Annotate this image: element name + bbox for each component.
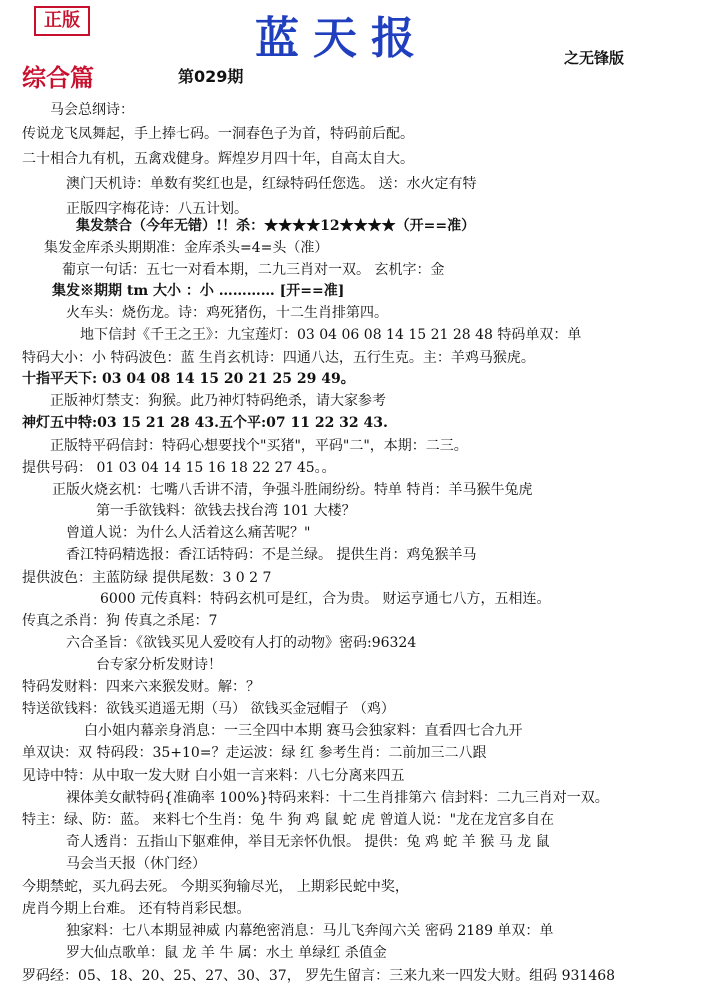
- text-line: 传说龙飞凤舞起，手上捧七码。一洞春色子为首，特码前后配。: [22, 126, 414, 142]
- text-line: 白小姐内幕亲身消息：一三全四中本期 赛马会独家料：直看四七合九开: [84, 723, 523, 739]
- text-line: 地下信封《千王之王》：九宝莲灯：03 04 06 08 14 15 21 28 48 特码单双：单: [80, 327, 582, 343]
- text-line: 集发禁合（今年无错）!！杀：★★★★12★★★★（开==准）: [76, 218, 476, 234]
- section-title: 综合篇: [22, 64, 94, 92]
- text-line: 今期禁蛇，买九码去死。 今期买狗输尽光， 上期彩民蛇中奖，: [22, 879, 409, 895]
- text-line: 6000 元传真料：特码玄机可是红，合为贵。 财运亨通七八方，五相连。: [100, 591, 551, 607]
- text-line: 奇人透肖：五指山下躯难伸，举目无亲怀仇恨。 提供：兔 鸡 蛇 羊 猴 马 龙 鼠: [66, 834, 550, 850]
- text-line: 裸体美女献特码{准确率 100%}特码来料：十二生肖排第六 信封料：二九三肖对一双。: [66, 790, 609, 806]
- text-line: 二十相合九有机，五禽戏健身。辉煌岁月四十年，自高太自大。: [22, 151, 414, 167]
- genuine-badge: 正版: [34, 6, 90, 36]
- text-line: 正版四字梅花诗：八五计划。: [66, 201, 248, 217]
- text-line: 独家料：七八本期显神威 内幕绝密消息：马儿飞奔闯六关 密码 2189 单双：单: [66, 923, 554, 939]
- text-line: 虎肖今期上台难。 还有特肖彩民想。: [22, 901, 251, 917]
- text-line: 罗大仙点歌单：鼠 龙 羊 牛 属：水土 单绿红 杀值金: [66, 945, 387, 961]
- text-line: 台专家分析发财诗！: [96, 657, 222, 673]
- text-line: 葡京一句话：五七一对看本期，二九三肖对一双。 玄机字：金: [62, 262, 445, 278]
- text-line: 马会总纲诗：: [50, 102, 134, 118]
- text-line: 正版火烧玄机：七嘴八舌讲不清，争强斗胜闹纷纷。特单 特肖：羊马猴牛兔虎: [52, 482, 533, 498]
- text-line: 第一手欲钱料：欲钱去找台湾 101 大楼？: [96, 503, 356, 519]
- text-line: 神灯五中特:03 15 21 28 43.五个平:07 11 22 32 43.: [22, 415, 388, 431]
- text-line: 特码大小：小 特码波色：蓝 生肖玄机诗：四通八达，五行生克。主：羊鸡马猴虎。: [22, 350, 535, 366]
- text-line: 提供号码： 01 03 04 14 15 16 18 22 27 45。。: [22, 460, 336, 476]
- text-line: 特码发财料：四来六来猴发财。解：？: [22, 679, 260, 695]
- text-line: 单双诀：双 特码段：35+10=？走运波：绿 红 参考生肖：二前加三二八跟: [22, 745, 487, 761]
- text-line: 火车头：烧伤龙。诗：鸡死猪伤，十二生肖排第四。: [66, 305, 388, 321]
- text-line: 罗码经：05、18、20、25、27、30、37， 罗先生留言：三来九来一四发大财。组码 931468: [22, 968, 616, 984]
- text-line: 澳门天机诗：单数有奖红也是，红绿特码任您选。 送：水火定有特: [66, 176, 477, 192]
- text-line: 正版特平码信封：特码心想要找个"买猪"，平码"二"，本期：二三。: [50, 438, 468, 454]
- text-line: 集发※期期 tm 大小 ：小 ………… [开==准]: [52, 283, 345, 299]
- text-line: 十指平天下: 03 04 08 14 15 20 21 25 29 49。: [22, 371, 355, 387]
- newspaper-title: 蓝天报: [255, 13, 429, 64]
- text-line: 见诗中特：从中取一发大财 白小姐一言来料：八七分离来四五: [22, 768, 405, 784]
- issue-number: 第029期: [178, 67, 244, 86]
- text-line: 传真之杀肖：狗 传真之杀尾：7: [22, 613, 218, 629]
- text-line: 正版神灯禁支：狗猴。此乃神灯特码绝杀，请大家参考: [50, 393, 386, 409]
- text-line: 马会当天报（休门经）: [66, 856, 206, 872]
- text-line: 提供波色：主蓝防绿 提供尾数：3 0 2 7: [22, 570, 272, 586]
- text-line: 曾道人说：为什么人活着这么痛苦呢？": [66, 525, 311, 541]
- text-line: 特主：绿、防：蓝。 来料七个生肖：兔 牛 狗 鸡 鼠 蛇 虎 曾道人说："龙在龙宫多自在: [22, 812, 555, 828]
- text-line: 六合圣旨：《欲钱买见人爱咬有人打的动物》密码:96324: [66, 635, 417, 651]
- text-line: 特送欲钱料：欲钱买逍遥无期（马） 欲钱买金冠帽子 （鸡）: [22, 701, 395, 717]
- text-line: 香江特码精选报：香江话特码：不是兰绿。 提供生肖：鸡兔猴羊马: [66, 547, 477, 563]
- edition-label: 之无锋版: [564, 49, 625, 67]
- text-line: 集发金库杀头期期准：金库杀头=4=头（准）: [44, 240, 329, 256]
